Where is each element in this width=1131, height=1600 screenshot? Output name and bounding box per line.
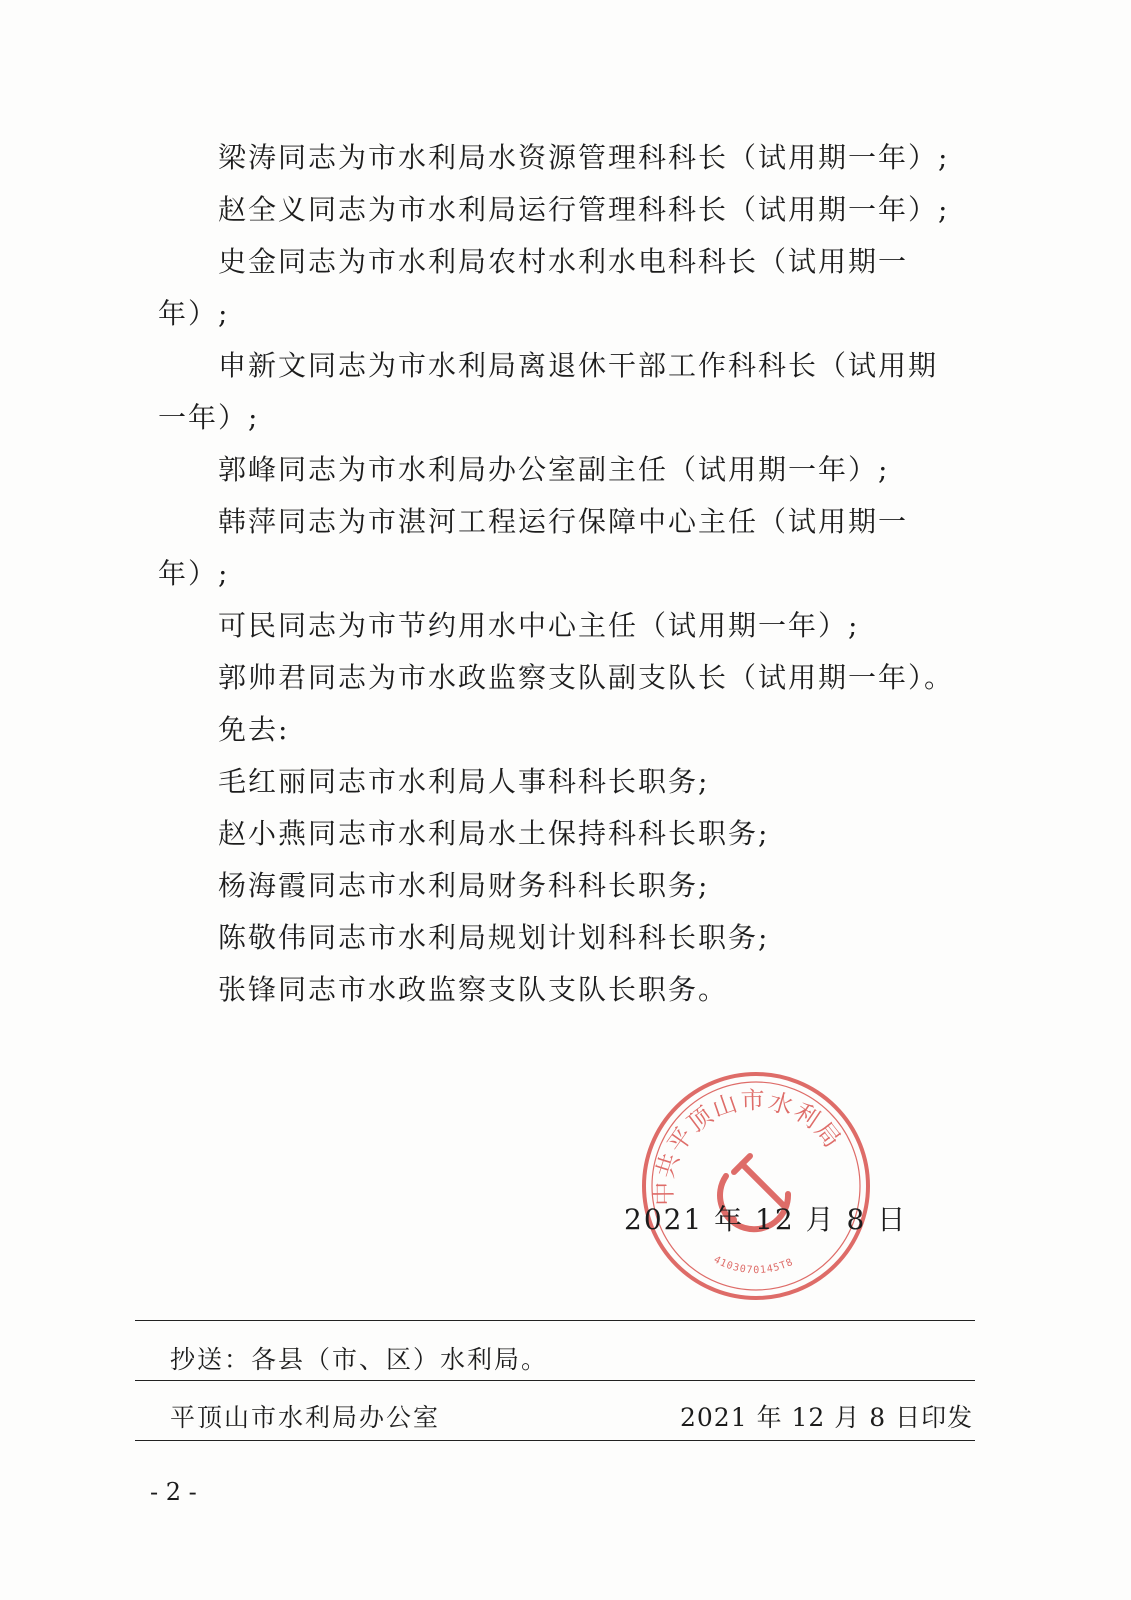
issuer-name: 平顶山市水利局办公室 xyxy=(170,1403,441,1432)
removal-line: 陈敬伟同志市水利局规划计划科科长职务; xyxy=(218,921,770,954)
appointment-line: 史金同志为市水利局农村水利水电科科长（试用期一 xyxy=(218,245,909,278)
removal-line: 张锋同志市水政监察支队支队长职务。 xyxy=(218,973,729,1006)
divider-top xyxy=(135,1320,975,1321)
seal-code-text: 4103070145T8 xyxy=(711,1254,796,1277)
appointment-line: 郭帅君同志为市水政监察支队副支队长（试用期一年）。 xyxy=(218,661,955,694)
seal-org-text: 中共平顶山市水利局 xyxy=(649,1086,848,1206)
appointment-line-continuation: 一年）; xyxy=(158,401,260,434)
page-number: - 2 - xyxy=(150,1478,197,1506)
appointment-line-continuation: 年）; xyxy=(158,297,230,330)
removal-line: 赵小燕同志市水利局水土保持科科长职务; xyxy=(218,817,770,850)
divider-middle xyxy=(135,1380,975,1381)
appointment-line: 申新文同志为市水利局离退休干部工作科科长（试用期 xyxy=(218,349,939,382)
appointment-line: 赵全义同志为市水利局运行管理科科长（试用期一年）; xyxy=(218,193,950,226)
appointment-line: 韩萍同志为市湛河工程运行保障中心主任（试用期一 xyxy=(218,505,909,538)
signature-date: 2021 年 12 月 8 日 xyxy=(624,1203,908,1236)
appointment-line: 梁涛同志为市水利局水资源管理科科长（试用期一年）; xyxy=(218,141,950,174)
official-seal xyxy=(638,1068,874,1304)
appointment-line: 郭峰同志为市水利局办公室副主任（试用期一年）; xyxy=(218,453,890,486)
removal-line: 毛红丽同志市水利局人事科科长职务; xyxy=(218,765,710,798)
issue-date: 2021 年 12 月 8 日印发 xyxy=(680,1403,974,1432)
removal-heading: 免去: xyxy=(218,713,290,746)
removal-line: 杨海霞同志市水利局财务科科长职务; xyxy=(218,869,710,902)
appointment-line: 可民同志为市节约用水中心主任（试用期一年）; xyxy=(218,609,860,642)
document-body xyxy=(158,132,958,1016)
cc-line: 抄送：各县（市、区）水利局。 xyxy=(170,1345,549,1374)
appointment-line-continuation: 年）; xyxy=(158,557,230,590)
divider-bottom xyxy=(135,1440,975,1441)
